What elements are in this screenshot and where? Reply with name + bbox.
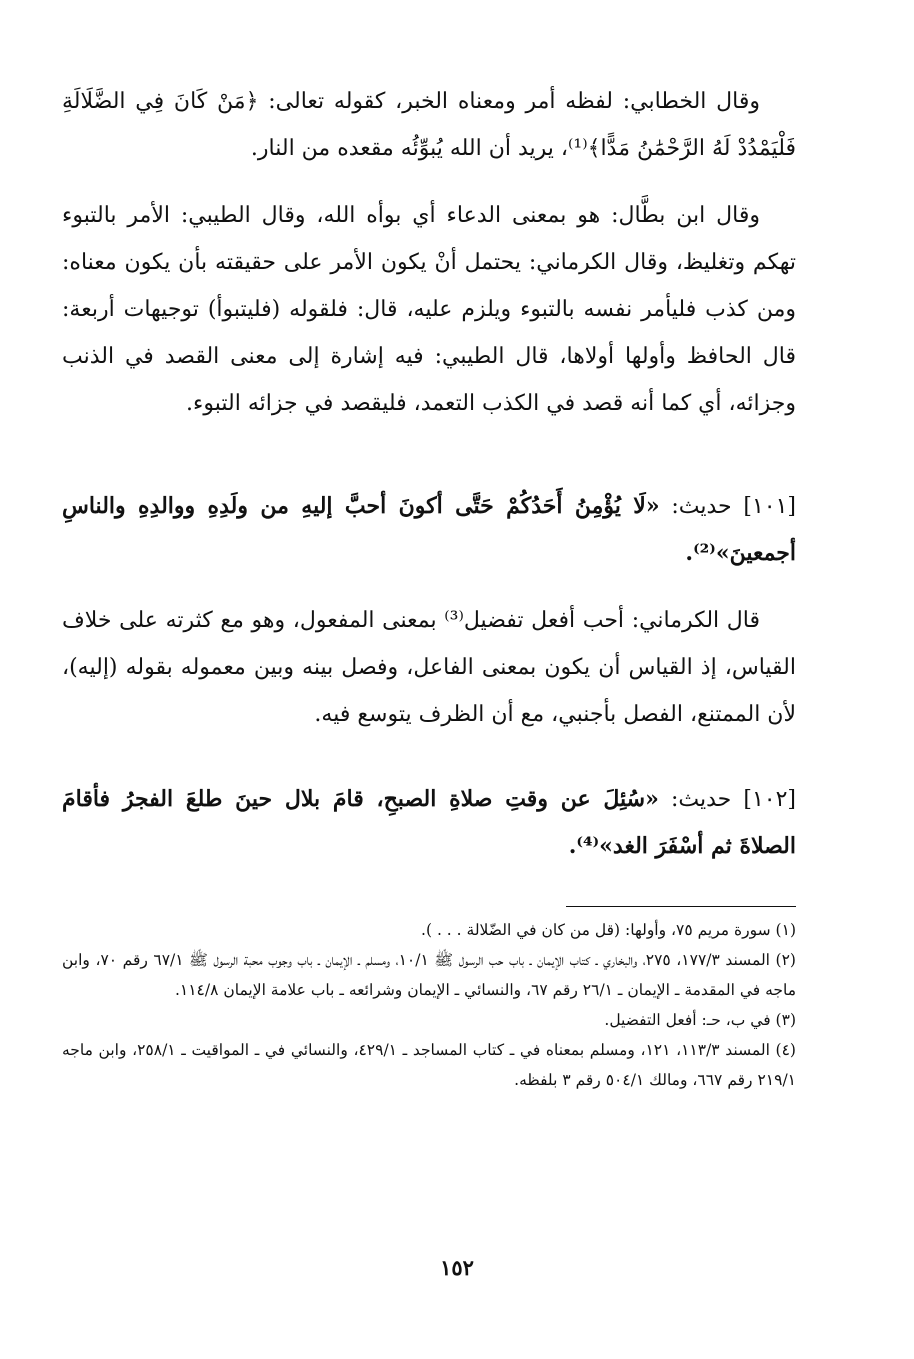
paragraph-ibn-battal [62, 192, 796, 427]
footnote-3: (٣) في ب، حـ: أفعل التفضيل. [604, 1011, 796, 1029]
footnote-separator [566, 906, 796, 907]
footnote-2: (٢) المسند ١٧٧/٣، ٢٧٥، والبخاري ـ كتاب الإيمان ـ باب حب الرسول ﷺ ١٠/١، ومسلم ـ الإيمان ـ باب وجوب محبة الرسول ﷺ ٦٧/١ رقم ٧٠، وابن ماجه في المقدمة ـ الإيمان ـ ٢٦/١ رقم ٦٧، والنسائي ـ الإيمان وشرائعه ـ باب علامة الإيمان ١١٤/٨. [62, 951, 796, 999]
paragraph-kirmani-text: قال الكرماني: أحب أفعل تفضيل⁽³⁾ بمعنى المفعول، وهو مع كثرته على خلاف القياس، إذ القياس أن يكون بمعنى الفاعل، وفصل بينه وبين معموله بقوله (إليه)، لأن الممتنع، الفصل بأجنبي، مع أن الظرف يتوسع فيه. [62, 608, 796, 727]
hadith-101-number: [١٠١] [743, 494, 796, 519]
footnotes [62, 915, 796, 1095]
hadith-101 [62, 483, 796, 577]
hadith-102 [62, 776, 796, 870]
hadith-101-text: «لَا يُؤْمِنُ أَحَدُكُمْ حَتَّى أكونَ أحبَّ إليهِ من ولَدِهِ ووالدِهِ والناسِ أجمعينَ»⁽²⁾. [62, 493, 796, 566]
hadith-102-label: حديث: [670, 787, 732, 812]
paragraph-kirmani [62, 597, 796, 738]
hadith-102-number: [١٠٢] [743, 787, 796, 812]
paragraph-khattabi [62, 78, 796, 172]
footnote-1: (١) سورة مريم ٧٥، وأولها: (قل من كان في الضّلالة . . . ). [421, 921, 796, 939]
paragraph-khattabi-text: وقال الخطابي: لفظه أمر ومعناه الخبر، كقوله تعالى: ﴿مَنْ كَانَ فِي الضَّلَالَةِ فَلْيَمْدُدْ لَهُ الرَّحْمَٰنُ مَدًّا﴾⁽¹⁾، يريد أن الله يُبوِّئُه مقعده من النار. [62, 89, 796, 161]
page-number: ١٥٢ [440, 1255, 474, 1280]
footnote-4: (٤) المسند ١١٣/٣، ١٢١، ومسلم بمعناه في ـ كتاب المساجد ـ ٤٢٩/١، والنسائي في ـ المواقيت ـ ٢٥٨/١، وابن ماجه ٢١٩/١ رقم ٦٦٧، ومالك ٥٠٤/١ رقم ٣ بلفظه. [62, 1041, 796, 1089]
hadith-101-label: حديث: [671, 494, 732, 519]
paragraph-ibn-battal-text: وقال ابن بطَّال: هو بمعنى الدعاء أي بوأه الله، وقال الطيبي: الأمر بالتبوء تهكم وتغليظ، وقال الكرماني: يحتمل أنْ يكون الأمر على حقيقته بأن يكون معناه: ومن كذب فليأمر نفسه بالتبوء ويلزم عليه، قال: فلقوله (فليتبوأ) توجيهات أربعة: قال الحافظ وأولها أولاها، قال الطيبي: فيه إشارة إلى معنى القصد في الذنب وجزائه، أي كما أنه قصد في الكذب التعمد، فليقصد في جزائه التبوء. [62, 203, 796, 416]
hadith-102-text: «سُئِلَ عن وقتِ صلاةِ الصبحِ، قامَ بلال حينَ طلعَ الفجرُ فأقامَ الصلاةَ ثم أسْفَرَ الغد»⁽⁴⁾. [62, 786, 796, 859]
